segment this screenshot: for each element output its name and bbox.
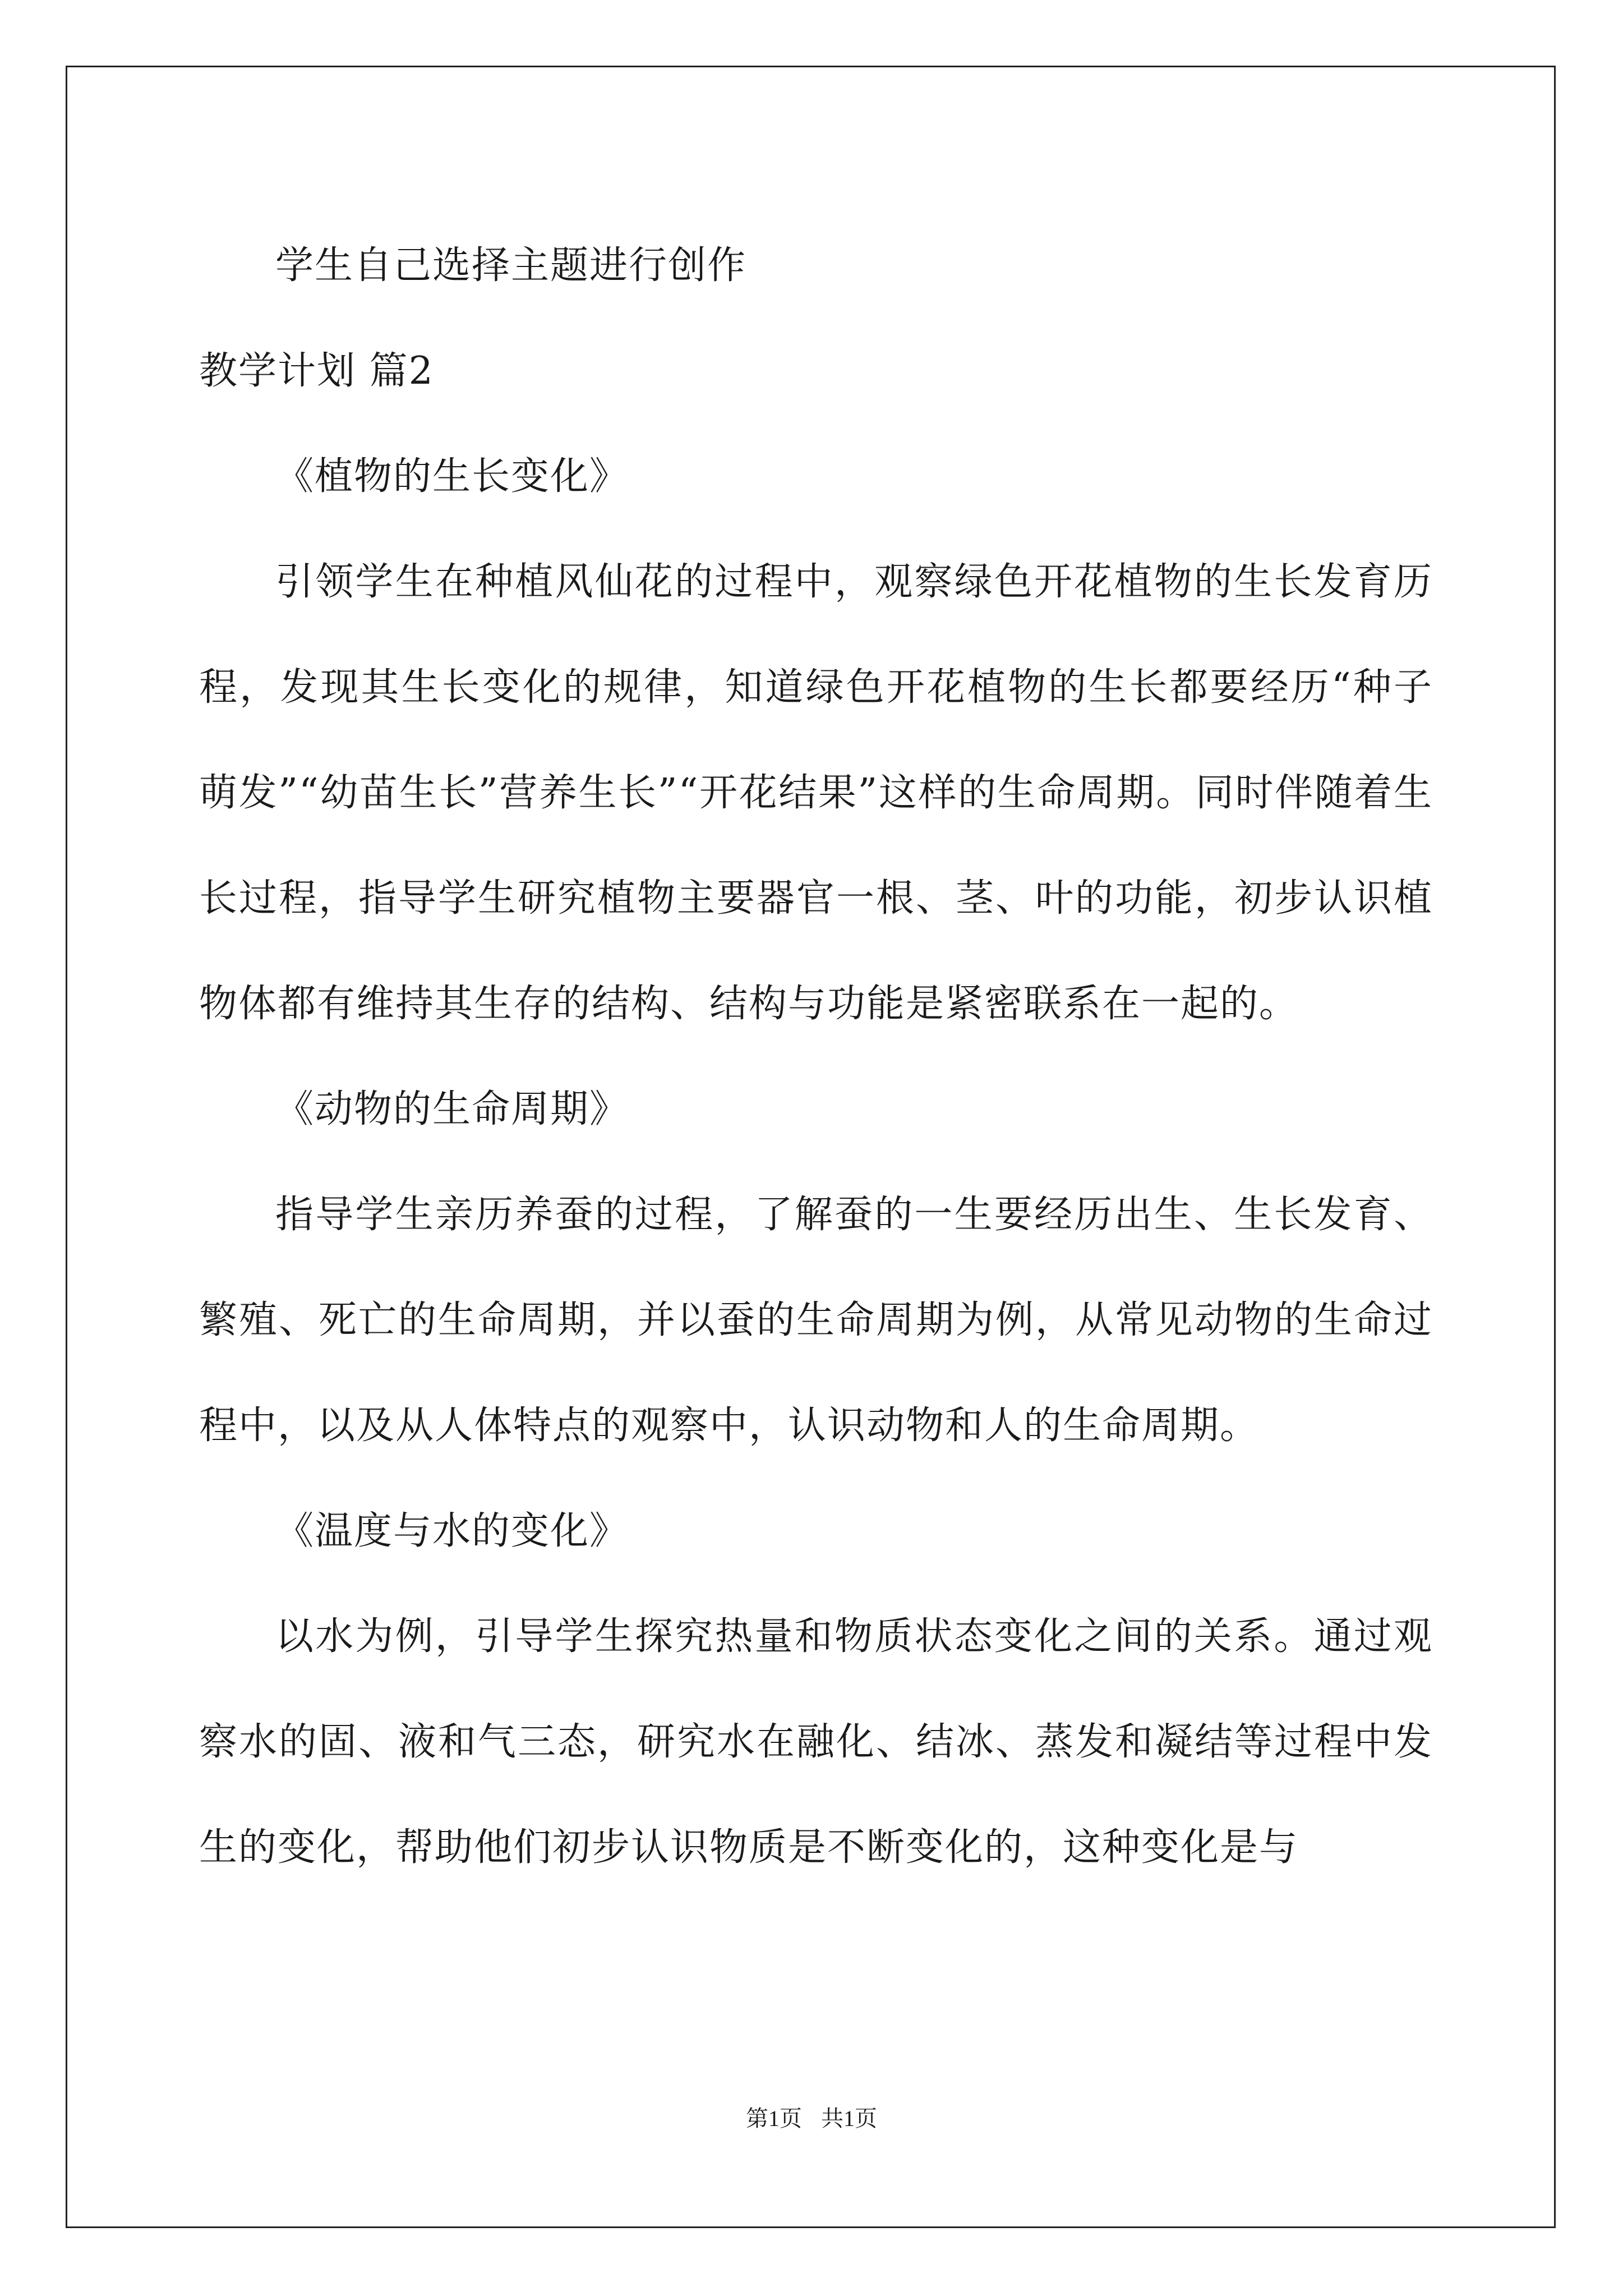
page-total: 共1页	[821, 2106, 877, 2131]
paragraph-intro: 学生自己选择主题进行创作	[275, 243, 747, 288]
paragraph-animals: 指导学生亲历养蚕的过程，了解蚕的一生要经历出生、生长发育、繁殖、死亡的生命周期，并以蚕的生命周期为例，从常见动物的生命过程中，以及从人体特点的观察中，认识动物和人的生命周期。	[199, 1193, 1433, 1448]
subsection-title-animals: 《动物的生命周期》	[275, 1087, 629, 1131]
page-number: 第1页	[746, 2106, 802, 2131]
paragraph-water: 以水为例，引导学生探究热量和物质状态变化之间的关系。通过观察水的固、液和气三态，研究水在融化、结冰、蒸发和凝结等过程中发生的变化，帮助他们初步认识物质是不断变化的，这种变化是与	[199, 1614, 1433, 1870]
paragraph-plants: 引领学生在种植风仙花的过程中，观察绿色开花植物的生长发育历程，发现其生长变化的规律，知道绿色开花植物的生长都要经历“种子萌发”“幼苗生长”营养生长”“开花结果”这样的生命周期。同时伴随着生长过程，指导学生研究植物主要器官一根、茎、叶的功能，初步认识植物体都有维持其生存的结构、结构与功能是紧密联系在一起的。	[199, 560, 1433, 1026]
subsection-title-plants: 《植物的生长变化》	[275, 454, 629, 499]
section-heading: 教学计划 篇2	[199, 349, 434, 393]
document-body	[199, 213, 1433, 1901]
subsection-title-water: 《温度与水的变化》	[275, 1509, 629, 1553]
page-footer	[0, 2101, 1623, 2133]
